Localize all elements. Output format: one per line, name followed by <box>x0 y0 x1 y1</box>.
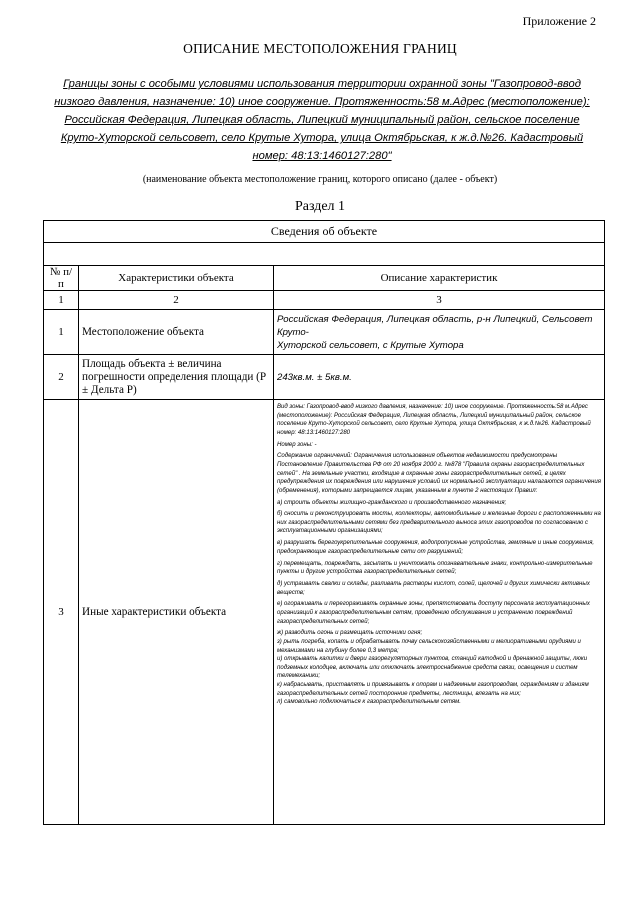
paragraph-item-e: е) огораживать и перегораживать охранные зоны, препятствовать доступу персонала эксплуатационных организаций к газораспределительным сетям, проведению обслуживания и устранению повреждений газораспределительных сетей; <box>277 601 590 625</box>
paragraph-items-zh-l: ж) разводить огонь и размещать источники огня; з) рыть погреба, копать и обрабатывать почву сельскохозяйственными и мелиоративными орудиями и механизмами на глубину более 0,3 метра; и) открывать калитки и двери газорегуляторных пунктов, станций катодной и дренажной защиты, люки подземных колодцев, включать или отключать электроснабжение средств связи, освещения и систем телемеханики; к) набрасывать, приставлять и привязывать к опорам и надземным газопроводам, ограждениям и зданиям газораспределительных сетей посторонние предметы, лестницы, влезать на них; л) самовольно подключаться к газораспределительным сетям. <box>277 630 589 706</box>
empty-row <box>44 243 605 266</box>
column-number-2: 2 <box>79 291 274 310</box>
column-number-3: 3 <box>274 291 605 310</box>
column-number-1: 1 <box>44 291 79 310</box>
empty-cell <box>44 243 605 266</box>
table-row <box>44 355 605 400</box>
paragraph-restrictions: Содержание ограничений: Ограничения использования объектов недвижимости предусмотрены Постановление Правительства РФ от 20 ноября 2000 г. №878 "Правила охраны газораспределительных сетей" . На земельные участки, входящие в охранные зоны газораспределительных сетей, в целях предупреждения их повреждения или нарушения условий их нормальной эксплуатации налагаются ограничения (обременения), которыми запрещается лицам, указанным в пункте 2 настоящих Правил: <box>277 453 601 494</box>
row-label-other: Иные характеристики объекта <box>79 400 274 825</box>
paragraph-item-g: г) перемещать, повреждать, засыпать и уничтожать опознавательные знаки, контрольно-измерительные пункты и другие устройства газораспределительных сетей; <box>277 560 593 576</box>
row-value-area: 243кв.м. ± 5кв.м. <box>274 355 605 400</box>
zone-name-caption: (наименование объекта местоположение границ, которого описано (далее - объект) <box>142 174 498 185</box>
table-title: Сведения об объекте <box>44 221 605 243</box>
row-number: 2 <box>44 355 79 400</box>
paragraph-item-v: в) разрушать берегоукрепительные сооружения, водопропускные устройства, земляные и иные сооружения, предохраняющие газораспределительные сети от разрушений; <box>277 540 595 555</box>
table-row <box>44 400 605 825</box>
paragraph-zone-number: Номер зоны: - <box>277 441 317 448</box>
row-number: 3 <box>44 400 79 825</box>
table-row <box>44 310 605 355</box>
column-header-characteristic: Характеристики объекта <box>79 266 274 291</box>
column-number-row <box>44 291 605 310</box>
object-info-table <box>43 220 605 825</box>
row-label-area: Площадь объекта ± величина погрешности определения площади (Р ± Дельта Р) <box>79 355 274 400</box>
row-number: 1 <box>44 310 79 355</box>
header-row <box>44 266 605 291</box>
paragraph-item-b: б) сносить и реконструировать мосты, коллекторы, автомобильные и железные дороги с расположенными на них газораспределительными сетями без предварительного выноса этих газопроводов по согласованию с эксплуатационными организациями; <box>277 511 601 535</box>
column-header-description: Описание характеристик <box>274 266 605 291</box>
row-label-location: Местоположение объекта <box>79 310 274 355</box>
row-value-location: Российская Федерация, Липецкая область, р-н Липецкий, Сельсовет Круто- Хуторской сельсовет, с Крутые Хутора <box>274 310 605 355</box>
paragraph-item-d: д) устраивать свалки и склады, разливать растворы кислот, солей, щелочей и других химически активных веществ; <box>277 581 590 596</box>
table-title-row <box>44 221 605 243</box>
document-title: ОПИСАНИЕ МЕСТОПОЛОЖЕНИЯ ГРАНИЦ <box>183 41 457 56</box>
zone-name: Границы зоны с особыми условиями использования территории охранной зоны "Газопровод-ввод низкого давления, назначение: 10) иное сооружение. Протяженность:58 м.Адрес (местоположение): Российская Федерация, Липецкая область, Липецкий муниципальный район, сельское поселение Круто-Хуторской сельсовет, село Крутые Хутора, улица Октябрьская, к ж.д.№26. Кадастровый номер: 48:13:1460127:280" <box>54 78 590 162</box>
paragraph-item-a: а) строить объекты жилищно-гражданского и производственного назначения; <box>277 499 507 506</box>
row-value-other <box>274 400 605 825</box>
section-title: Раздел 1 <box>294 199 346 214</box>
column-header-num: № п/п <box>44 266 79 291</box>
appendix-label: Приложение 2 <box>522 14 596 28</box>
paragraph-zone-type: Вид зоны: Газопровод-ввод низкого давления, назначение: 10) иное сооружение. Протяженность:58 м.Адрес (местоположение): Российская Федерация, Липецкая область, Липецкий муниципальный район, сельское поселение Круто-Хуторской сельсовет, село Крутые Хутора, улица Октябрьская, к ж.д.№26. Кадастровый номер: 48:13:1460127:280 <box>277 404 591 436</box>
